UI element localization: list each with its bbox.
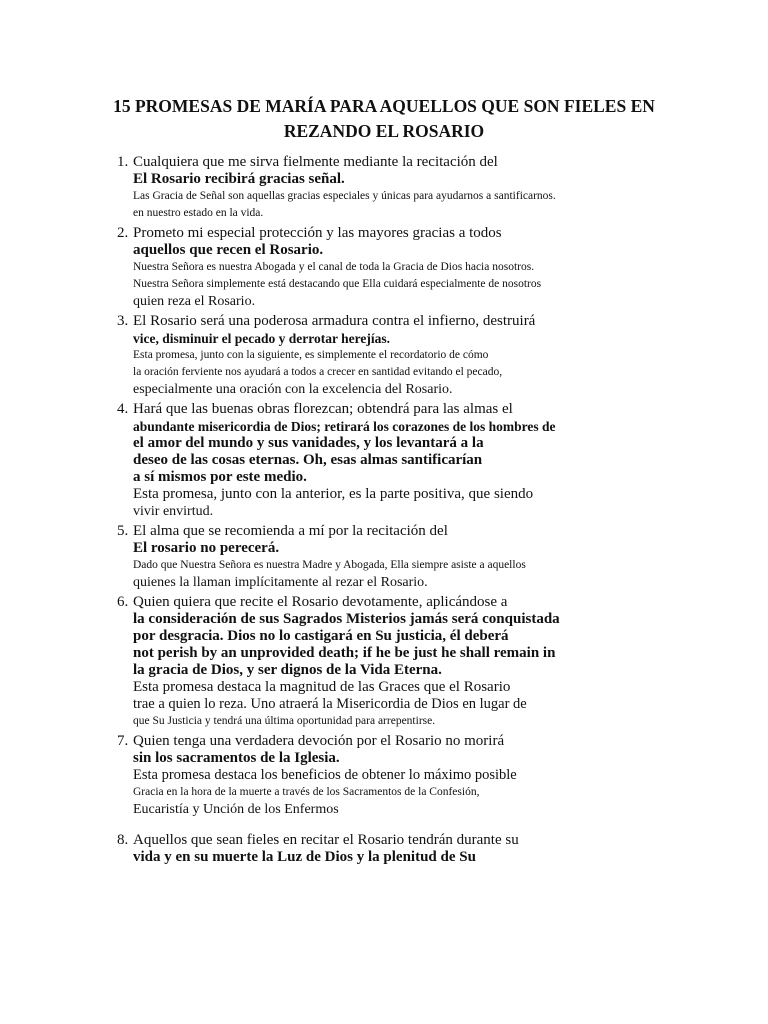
promise-bold-line: la gracia de Dios, y ser dignos de la Vida Eterna. <box>133 662 442 678</box>
promise-number: 8. <box>117 832 129 848</box>
commentary-line: Esta promesa destaca la magnitud de las Graces que el Rosario <box>133 679 511 695</box>
promise-8 <box>117 832 757 866</box>
promise-6 <box>117 594 757 730</box>
promise-2 <box>117 225 757 310</box>
promise-bold-line: aquellos que recen el Rosario. <box>133 242 324 258</box>
promise-bold-line: el amor del mundo y sus vanidades, y los levantará a la <box>133 435 484 451</box>
promise-number: 5. <box>117 523 129 539</box>
commentary-line: trae a quien lo reza. Uno atraerá la Misericordia de Dios en lugar de <box>133 696 527 712</box>
promises-list <box>117 154 757 869</box>
promise-bold-line: abundante misericordia de Dios; retirará los corazones de los hombres de <box>133 419 556 434</box>
commentary-line: Las Gracia de Señal son aquellas gracias especiales y únicas para ayudarnos a santificarnos. <box>133 190 556 202</box>
promise-line: El alma que se recomienda a mí por la recitación del <box>133 523 448 539</box>
commentary-line: vivir envirtud. <box>133 504 214 519</box>
promise-line: Quien tenga una verdadera devoción por el Rosario no morirá <box>133 733 505 749</box>
promise-bold-line: la consideración de sus Sagrados Misterios jamás será conquistada <box>133 611 560 627</box>
promise-line: Prometo mi especial protección y las mayores gracias a todos <box>133 225 502 241</box>
promise-bold-line: El Rosario recibirá gracias señal. <box>133 171 345 187</box>
commentary-line: Nuestra Señora es nuestra Abogada y el canal de toda la Gracia de Dios hacia nosotros. <box>133 261 535 273</box>
commentary-line: Nuestra Señora simplemente está destacando que Ella cuidará especialmente de nosotros <box>133 278 542 290</box>
document-title <box>100 94 668 144</box>
promise-bold-line: por desgracia. Dios no lo castigará en Su justicia, él deberá <box>133 628 509 644</box>
promise-5 <box>117 523 757 591</box>
title-line-1: 15 PROMESAS DE MARÍA PARA AQUELLOS QUE SON FIELES EN <box>113 96 655 116</box>
commentary-line: Esta promesa destaca los beneficios de obtener lo máximo posible <box>133 767 517 783</box>
promise-1 <box>117 154 757 222</box>
promise-4 <box>117 401 757 520</box>
commentary-line: quien reza el Rosario. <box>133 294 256 309</box>
promise-bold-line: a sí mismos por este medio. <box>133 469 307 485</box>
promise-bold-line: vida y en su muerte la Luz de Dios y la plenitud de Su <box>133 849 476 865</box>
promise-line: Cualquiera que me sirva fielmente mediante la recitación del <box>133 154 498 170</box>
promise-bold-line: vice, disminuir el pecado y derrotar herejías. <box>133 331 390 346</box>
promise-7 <box>117 733 757 818</box>
commentary-line: Esta promesa, junto con la siguiente, es simplemente el recordatorio de cómo <box>133 349 489 361</box>
commentary-line: la oración ferviente nos ayudará a todos a crecer en santidad evitando el pecado, <box>133 366 503 378</box>
commentary-line: Dado que Nuestra Señora es nuestra Madre y Abogada, Ella siempre asiste a aquellos <box>133 559 526 571</box>
promise-number: 1. <box>117 154 129 170</box>
commentary-line: Gracia en la hora de la muerte a través de los Sacramentos de la Confesión, <box>133 786 480 798</box>
commentary-line: en nuestro estado en la vida. <box>133 207 264 219</box>
promise-number: 2. <box>117 225 129 241</box>
title-line-2: REZANDO EL ROSARIO <box>283 121 485 141</box>
promise-bold-line: deseo de las cosas eternas. Oh, esas almas santificarían <box>133 452 483 468</box>
commentary-line: que Su Justicia y tendrá una última oportunidad para arrepentirse. <box>133 715 436 727</box>
promise-number: 4. <box>117 401 129 417</box>
promise-line: Quien quiera que recite el Rosario devotamente, aplicándose a <box>133 594 508 610</box>
promise-bold-line: sin los sacramentos de la Iglesia. <box>133 750 340 766</box>
promise-number: 3. <box>117 313 129 329</box>
promise-line: Aquellos que sean fieles en recitar el Rosario tendrán durante su <box>133 832 519 848</box>
commentary-line: Esta promesa, junto con la anterior, es la parte positiva, que siendo <box>133 486 534 502</box>
promise-number: 6. <box>117 594 129 610</box>
promise-bold-line: not perish by an unprovided death; if he be just he shall remain in <box>133 645 556 661</box>
promise-3 <box>117 313 757 398</box>
commentary-line: Eucaristía y Unción de los Enfermos <box>133 802 339 817</box>
promise-bold-line: El rosario no perecerá. <box>133 540 280 556</box>
promise-line: Hará que las buenas obras florezcan; obtendrá para las almas el <box>133 401 513 417</box>
commentary-line: quienes la llaman implícitamente al rezar el Rosario. <box>133 575 428 590</box>
commentary-line: especialmente una oración con la excelencia del Rosario. <box>133 382 453 397</box>
promise-line: El Rosario será una poderosa armadura contra el infierno, destruirá <box>133 313 536 329</box>
promise-number: 7. <box>117 733 129 749</box>
